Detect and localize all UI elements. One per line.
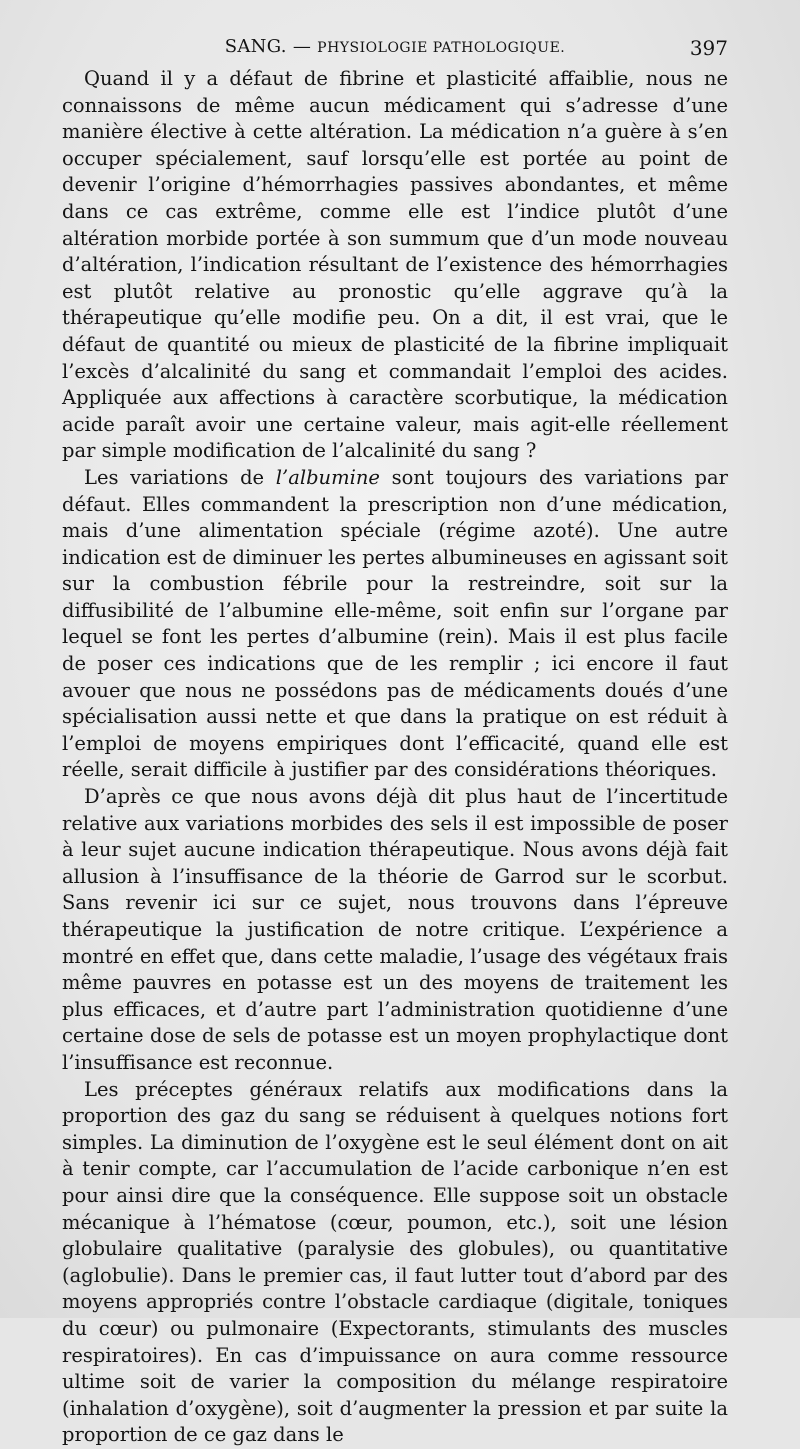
paragraph-fibrine: Quand il y a défaut de fibrine et plasticité affaiblie, nous ne connaissons de même aucun médicament qui s’adresse d’une manière élective à cette altération. La médication n’a guère à s’en occuper spécialement, sauf lorsqu’elle est portée au point de devenir l’origine d’hémorrhagies passives abondantes, et même dans ce cas extrême, comme elle est l’indice plutôt d’une altération morbide portée à son summum que d’un mode nouveau d’altération, l’indication résultant de l’existence des hémorrhagies est plutôt relative au pronostic qu’elle aggrave qu’à la thérapeutique qu’elle modifie peu. On a dit, il est vrai, que le défaut de quantité ou mieux de plasticité de la fibrine impliquait l’excès d’alcalinité du sang et commandait l’emploi des acides. Appliquée aux affections à caractère scorbutique, la médication acide paraît avoir une certaine valeur, mais agit-elle réellement par simple modification de l’alcalinité du sang ? <box>62 67 728 463</box>
paragraph-sels: D’après ce que nous avons déjà dit plus haut de l’incertitude relative aux variations morbides des sels il est impossible de poser à leur sujet aucune indication thérapeutique. Nous avons déjà fait allusion à l’insuffisance de la théorie de Garrod sur le scorbut. Sans revenir ici sur ce sujet, nous trouvons dans l’épreuve thérapeutique la justification de notre critique. L’expérience a montré en effet que, dans cette maladie, l’usage des végétaux frais même pauvres en potasse est un des moyens de traitement les plus efficaces, et d’autre part l’administration quotidienne d’une certaine dose de sels de potasse est un moyen prophylactique dont l’insuffisance est reconnue. <box>62 785 728 1074</box>
subject-title: PHYSIOLOGIE PATHOLOGIQUE. <box>317 40 566 56</box>
term-albumine: l’albumine <box>275 465 380 489</box>
paragraph-gaz: Les préceptes généraux relatifs aux modifications dans la proportion des gaz du sang se réduisent à quelques notions fort simples. La diminution de l’oxygène est le seul élément dont on ait à tenir compte, car l’accumulation de l’acide carbonique n’en est pour ainsi dire que la conséquence. Elle suppose soit un obstacle mécanique à l’hématose (cœur, poumon, etc.), soit une lésion globulaire qualitative (paralysie des globules), ou quantitative (aglobulie). Dans le premier cas, il faut lutter tout d’abord par des moyens appropriés contre l’obstacle cardiaque (digitale, toniques du cœur) ou pulmonaire (Expectorants, stimulants des muscles respiratoires). En cas d’impuissance on aura comme ressource ultime soit de varier la composition du mélange respiratoire (inhalation d’oxygène), soit d’augmenter la pression et par suite la proportion de ce gaz dans le <box>62 1077 728 1447</box>
title-dash: — <box>292 36 312 57</box>
section-title: SANG. <box>224 36 287 57</box>
running-title <box>62 36 728 57</box>
body-text <box>62 66 728 1449</box>
paragraph-albumine-rest: sont toujours des variations par défaut. Elles commandent la prescription non d’une médication, mais d’une alimentation spéciale (régime azoté). Une autre indication est de diminuer les pertes albumineuses en agissant soit sur la combustion fébrile pour la restreindre, soit sur la diffusibilité de l’albumine elle-même, soit enfin sur l’organe par lequel se font les pertes d’albumine (rein). Mais il est plus facile de poser ces indications que de les remplir ; ici encore il faut avouer que nous ne possédons pas de médicaments doués d’une spécialisation aussi nette et que dans la pratique on est réduit à l’emploi de moyens empiriques dont l’efficacité, quand elle est réelle, serait difficile à justifier par des considérations théoriques. <box>62 465 728 782</box>
page-number: 397 <box>689 36 728 60</box>
paragraph-albumine-start: Les variations de <box>84 465 276 489</box>
running-head <box>62 36 728 66</box>
paragraph-albumine <box>62 465 728 784</box>
